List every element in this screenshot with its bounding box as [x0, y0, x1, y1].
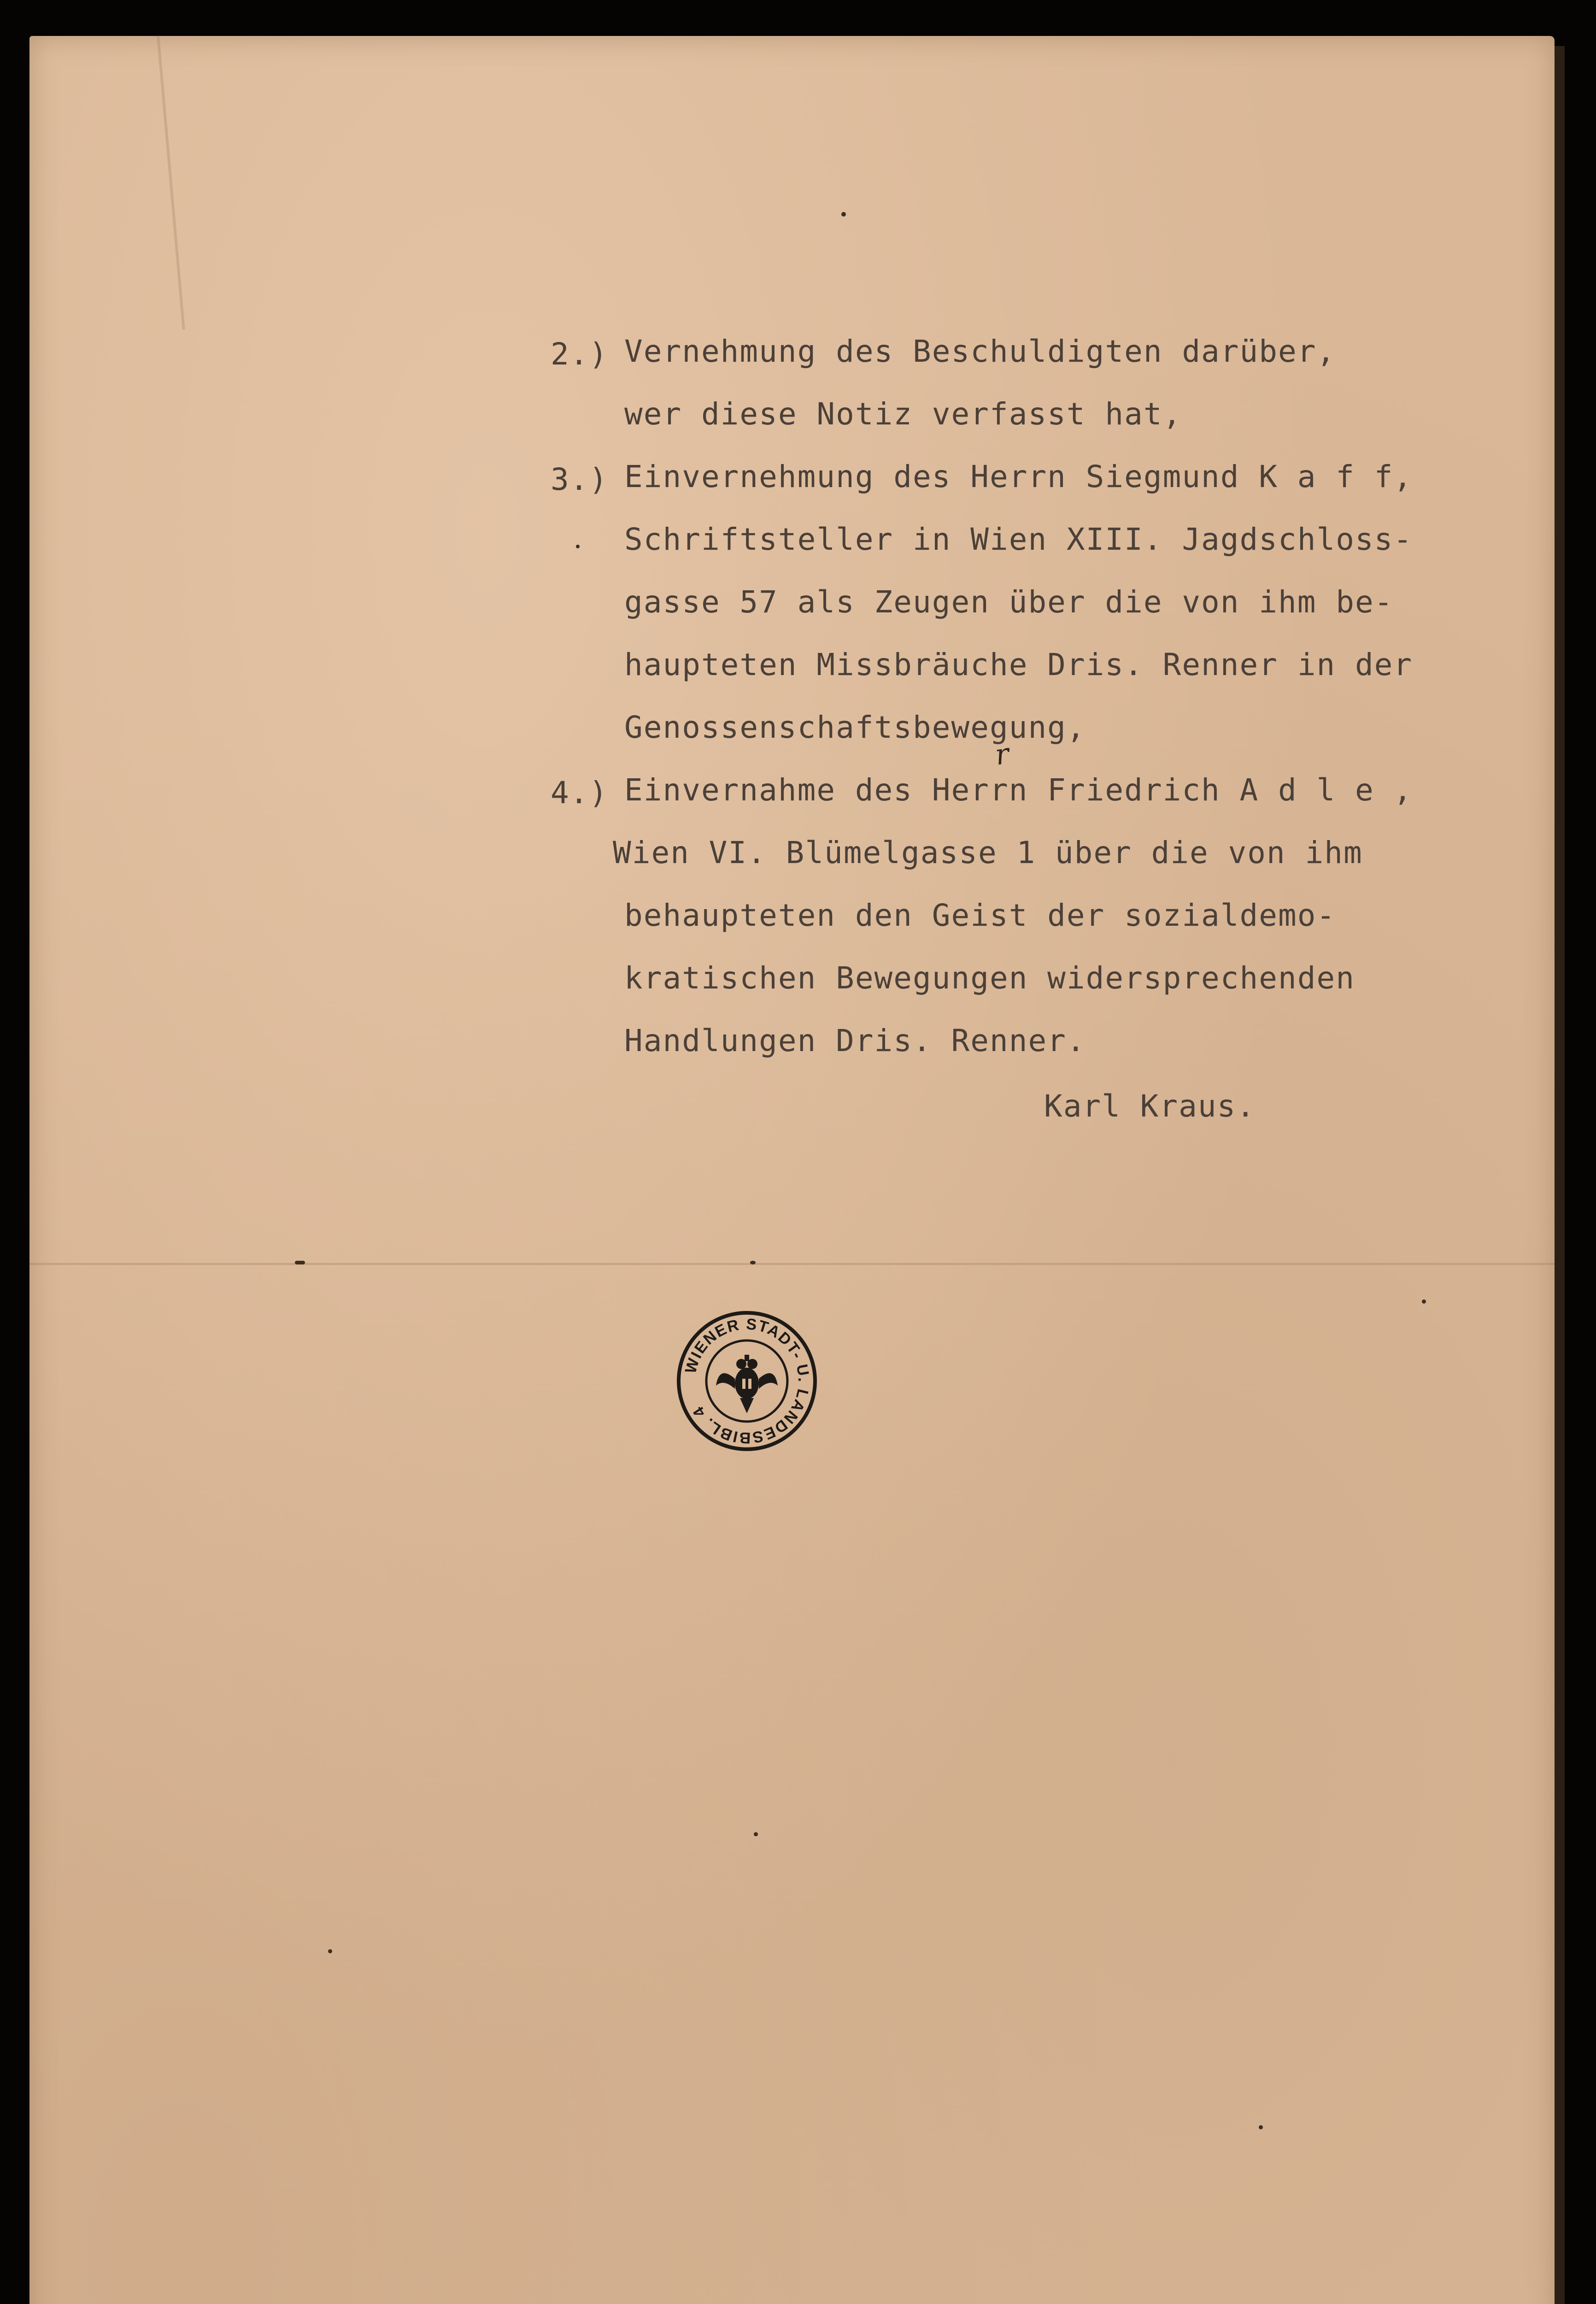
text-line: Einvernahme des Herrn Friedrich A d l e ,	[624, 772, 1413, 808]
item-number: 2.)	[551, 336, 609, 372]
text-line: wer diese Notiz verfasst hat,	[624, 396, 1182, 432]
item-number: 4.)	[551, 775, 609, 811]
library-stamp	[675, 1310, 818, 1452]
text-line: behaupteten den Geist der sozialdemo-	[624, 898, 1336, 933]
text-line: Wien VI. Blümelgasse 1 über die von ihm	[613, 835, 1363, 870]
stamp-text: WIENER STADT- U. LANDESBIBL. 4	[681, 1315, 813, 1447]
text-line: kratischen Bewegungen widersprechenden	[624, 960, 1355, 996]
text-line: Schriftsteller in Wien XIII. Jagdschloss-	[624, 522, 1413, 557]
text-line: gasse 57 als Zeugen über die von ihm be-	[624, 584, 1394, 620]
item-number: 3.)	[551, 462, 609, 497]
text-line: Genossenschaftsbewegung,	[624, 710, 1086, 745]
signature: Karl Kraus.	[1044, 1088, 1256, 1124]
eagle-emblem-icon	[716, 1355, 778, 1413]
text-line: Einvernehmung des Herrn Siegmund K a f f,	[624, 459, 1413, 494]
text-line: haupteten Missbräuche Dris. Renner in der	[624, 647, 1413, 682]
text-line: Vernehmung des Beschuldigten darüber,	[624, 334, 1336, 369]
text-line: Handlungen Dris. Renner.	[624, 1023, 1086, 1058]
handwritten-insertion: r	[993, 736, 1011, 772]
